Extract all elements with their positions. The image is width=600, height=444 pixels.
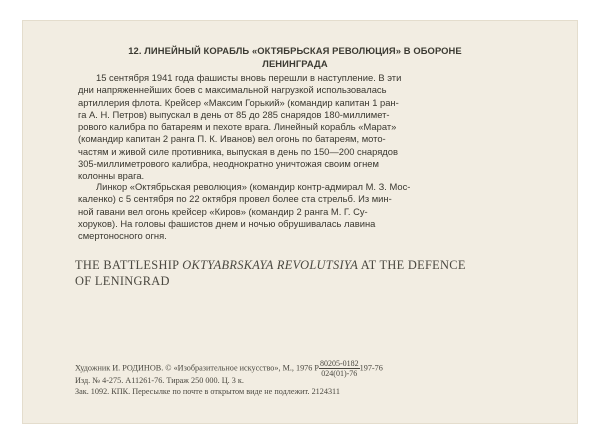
imprint-code: 197-76 (359, 363, 383, 373)
text-line: ной гавани вел огонь крейсер «Киров» (командир 2 ранга М. Г. Су- (78, 205, 368, 217)
ship-name-italic: OKTYABRSKAYA REVOLUTSIYA (182, 258, 359, 272)
fraction-numerator: 80205-0182 (319, 359, 359, 368)
text-line: Линкор «Октябрьская революция» (командир контр-адмирал М. З. Мос- (96, 181, 411, 192)
text-line: 305-миллиметрового калибра, неоднократно уничтожая своим огнем (78, 158, 379, 170)
text-line: смертоносного огня. (78, 230, 167, 242)
text-line: га А. Н. Петров) выпускал в день от 85 до 285 снарядов 180-миллимет- (78, 108, 390, 120)
text-line: артиллерия флота. Крейсер «Максим Горький» (командир капитан 1 ран- (78, 96, 399, 108)
paragraph-1 (78, 72, 504, 183)
caption-text: AT THE DEFENCE (358, 258, 466, 272)
paragraph-2 (78, 181, 504, 242)
imprint-line-3: Зак. 1092. КПК. Пересылке по почте в открытом виде не подлежит. 2124311 (75, 387, 340, 396)
text-line: рового калибра по батареям и пехоте врага. Линейный корабль «Марат» (78, 121, 397, 133)
caption-line-2: OF LENINGRAD (75, 274, 170, 288)
text-line: дни напряженнейших боев с максимальной нагрузкой использовалась (78, 84, 387, 96)
text-line: хоруков). На головы фашистов днем и ночью обрушивалась лавина (78, 217, 376, 229)
text-line: 15 сентября 1941 года фашисты вновь перешли в наступление. В эти (96, 72, 402, 83)
article-heading (95, 44, 495, 70)
english-caption (75, 257, 515, 289)
fraction-denominator: 024(01)-76 (321, 369, 358, 378)
heading-line-1: 12. ЛИНЕЙНЫЙ КОРАБЛЬ «ОКТЯБРЬСКАЯ РЕВОЛЮЦИЯ» В ОБОРОНЕ (128, 45, 462, 56)
imprint-line-2: Изд. № 4-275. А11261-76. Тираж 250 000. Ц. 3 к. (75, 376, 244, 385)
imprint-credit: Художник И. РОДИНОВ. © «Изобразительное искусство», М., 1976 Р (75, 363, 319, 373)
text-line: каленко) с 5 сентября по 22 октября провел более ста стрельб. Из мин- (78, 193, 392, 205)
text-line: (командир капитан 2 ранга П. К. Иванов) вел огонь по батареям, мото- (78, 133, 386, 145)
caption-text: THE BATTLESHIP (75, 258, 183, 272)
text-line: колонны врага. (78, 170, 145, 182)
caption-line-1 (75, 257, 515, 273)
text-line: частям и живой силе противника, выпуская в день по 150—200 снарядов (78, 145, 398, 157)
heading-line-2: ЛЕНИНГРАДА (262, 58, 328, 69)
